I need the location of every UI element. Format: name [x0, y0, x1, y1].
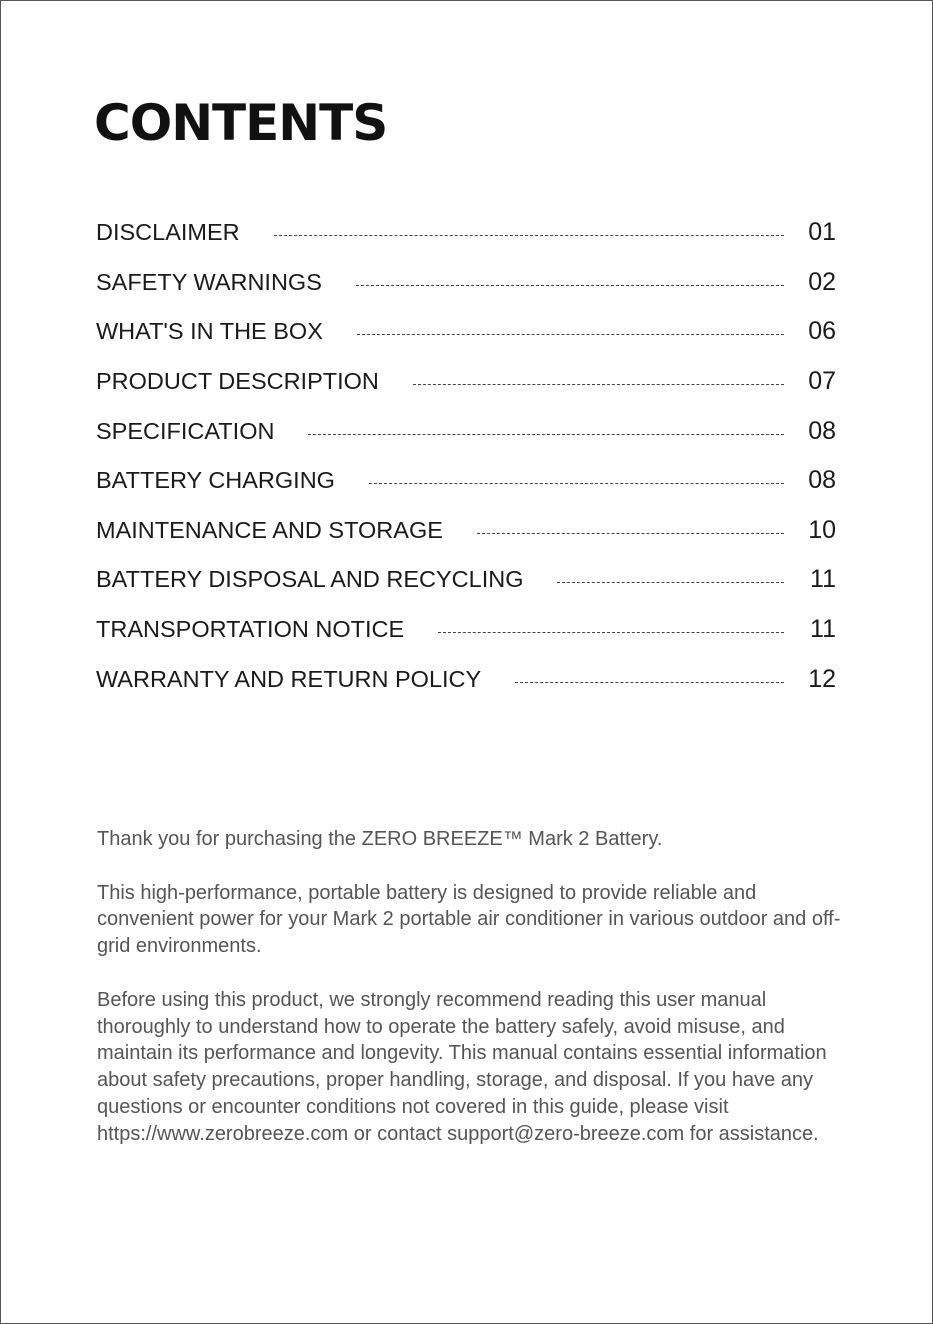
toc-entry-page: 08 [808, 416, 836, 445]
toc-entry-page: 08 [808, 466, 836, 495]
toc-leader [515, 682, 784, 683]
page-title: CONTENTS [94, 94, 388, 152]
toc-entry[interactable] [96, 357, 836, 407]
toc-entry-page: 12 [808, 664, 836, 693]
toc-leader [477, 533, 784, 534]
toc-leader [308, 434, 784, 435]
toc-leader [413, 384, 784, 385]
toc-entry-label: BATTERY DISPOSAL AND RECYCLING [96, 566, 524, 593]
toc-leader [438, 632, 784, 633]
toc-entry-label: DISCLAIMER [96, 219, 240, 246]
intro-text [97, 826, 857, 1174]
toc-entry[interactable] [96, 456, 836, 506]
toc-entry[interactable] [96, 406, 836, 456]
toc-entry-page: 10 [808, 515, 836, 544]
toc-leader [274, 235, 784, 236]
toc-entry[interactable] [96, 555, 836, 605]
toc-leader [357, 334, 784, 335]
toc-entry-label: BATTERY CHARGING [96, 467, 335, 494]
toc-entry-label: MAINTENANCE AND STORAGE [96, 516, 443, 543]
toc-entry-page: 07 [808, 367, 836, 396]
toc-entry-label: WHAT'S IN THE BOX [96, 318, 323, 345]
toc-entry[interactable] [96, 208, 836, 258]
toc-entry-page: 02 [808, 267, 836, 296]
toc-entry[interactable] [96, 654, 836, 704]
toc-leader [369, 483, 784, 484]
toc-leader [356, 285, 784, 286]
toc-entry-label: WARRANTY AND RETURN POLICY [96, 665, 482, 692]
toc-entry-page: 11 [810, 615, 836, 644]
toc-entry-page: 06 [808, 317, 836, 346]
toc-entry[interactable] [96, 307, 836, 357]
toc-entry[interactable] [96, 258, 836, 308]
toc-entry-page: 11 [810, 565, 836, 594]
intro-paragraph-description: This high-performance, portable battery is designed to provide reliable and convenient power for your Mark 2 portable air conditioner in various outdoor and off-grid environments. [97, 881, 841, 958]
toc-leader [557, 582, 784, 583]
toc-entry-label: SPECIFICATION [96, 417, 275, 444]
toc-entry-label: TRANSPORTATION NOTICE [96, 616, 405, 643]
table-of-contents [96, 208, 836, 704]
toc-entry-page: 01 [808, 218, 836, 247]
intro-paragraph-thanks: Thank you for purchasing the ZERO BREEZE™ Mark 2 Battery. [97, 828, 663, 850]
toc-entry-label: SAFETY WARNINGS [96, 268, 322, 295]
toc-entry-label: PRODUCT DESCRIPTION [96, 368, 379, 395]
toc-entry[interactable] [96, 506, 836, 556]
toc-entry[interactable] [96, 605, 836, 655]
intro-paragraph-instructions: Before using this product, we strongly recommend reading this user manual thoroughly to understand how to operate the battery safely, avoid misuse, and maintain its performance and longevity. This manual contains essential information about safety precautions, proper handling, storage, and disposal. If you have any questions or encounter conditions not covered in this guide, please visit https://www.zerobreeze.com or contact support@zero-breeze.com for assistance. [97, 988, 827, 1145]
